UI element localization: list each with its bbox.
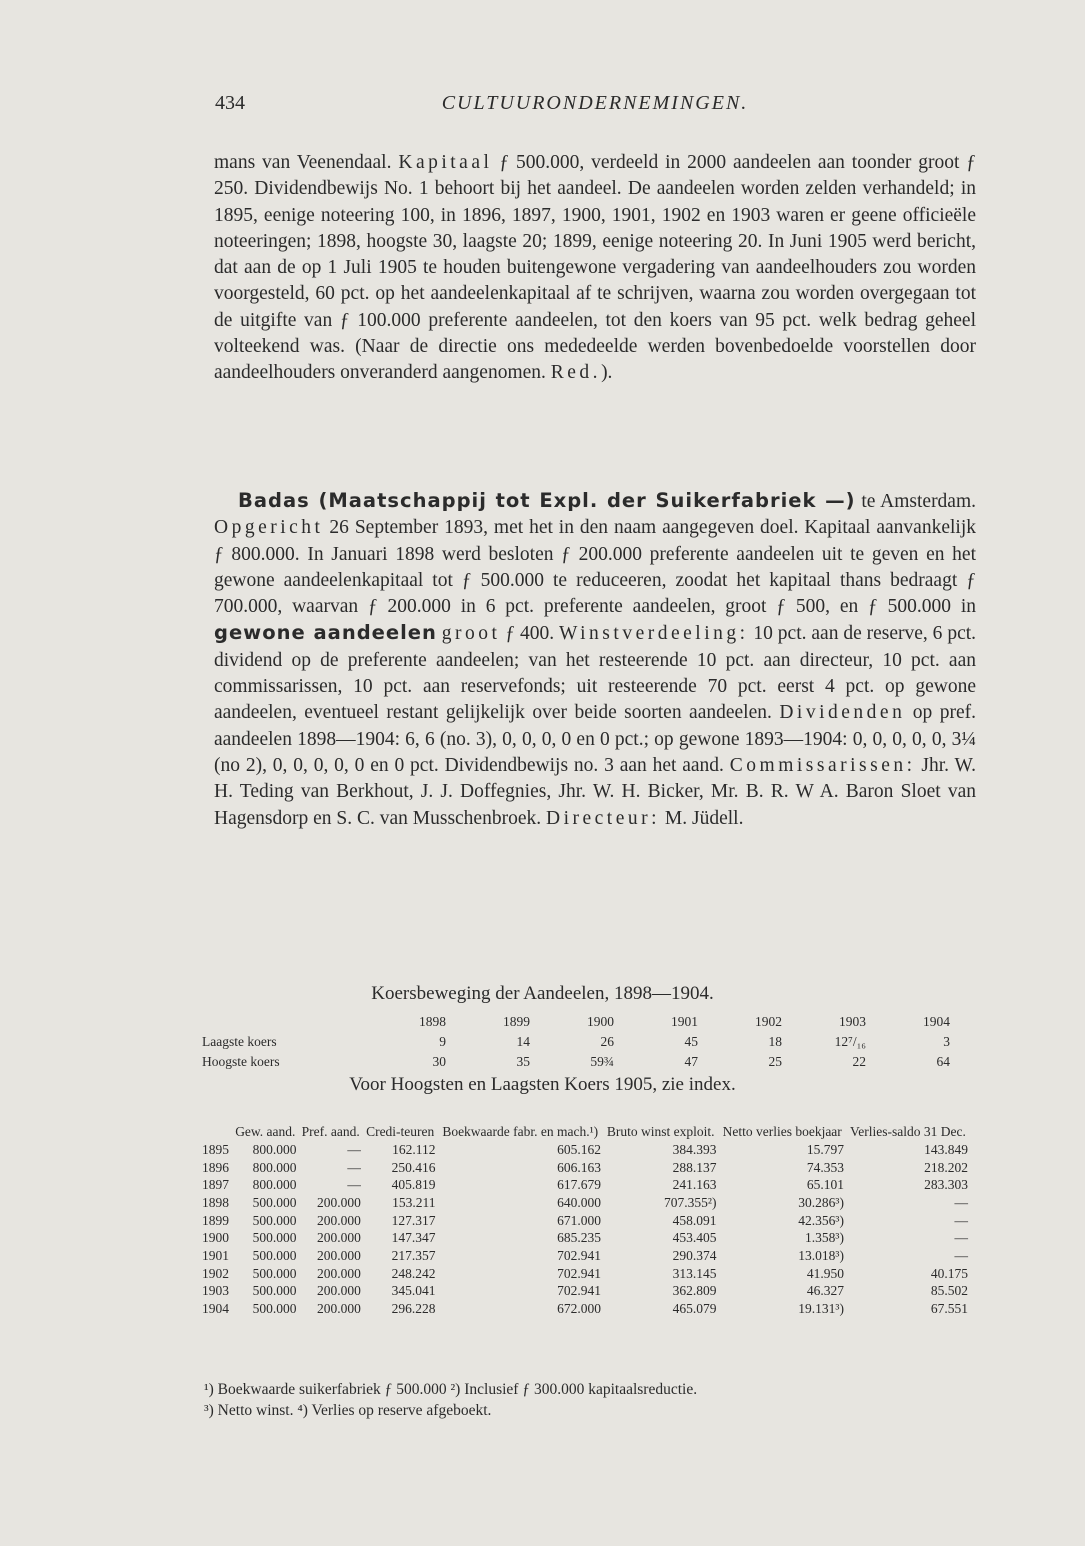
spaced-label: Red. — [550, 362, 602, 384]
column-header: Credi-teuren — [366, 1124, 435, 1139]
table-cell: 290.374 — [672, 1247, 717, 1263]
table-cell: — — [954, 1247, 968, 1263]
table-row — [200, 1176, 970, 1194]
company-name: Badas (Maatschappij tot Expl. der Suikerfabriek —) — [238, 489, 856, 512]
table-cell: 296.228 — [391, 1301, 436, 1317]
table-cell: — — [954, 1212, 968, 1228]
table-cell: 30 — [432, 1054, 446, 1069]
table-cell: 672.000 — [557, 1301, 601, 1317]
table-row — [200, 1194, 970, 1212]
table-cell: 707.355²) — [664, 1194, 717, 1210]
year-header: 1899 — [503, 1014, 530, 1029]
table-cell: 800.000 — [252, 1141, 297, 1157]
column-header: Pref. aand. — [301, 1124, 360, 1139]
table-cell: 218.202 — [924, 1159, 968, 1175]
table-cell: 15.797 — [806, 1141, 844, 1157]
year-header: 1901 — [671, 1014, 698, 1029]
table-row — [202, 1052, 950, 1072]
table-cell: 362.809 — [672, 1283, 717, 1299]
table-row — [200, 1229, 970, 1247]
table-row — [200, 1283, 970, 1301]
table-cell: 685.235 — [557, 1230, 601, 1246]
table-cell: 67.551 — [930, 1301, 968, 1317]
bold-label: gewone aandeelen — [214, 621, 437, 645]
table-cell: 500.000 — [252, 1230, 297, 1246]
table-cell: 65.101 — [806, 1177, 844, 1193]
page-number: 434 — [215, 92, 245, 114]
table-row — [200, 1212, 970, 1230]
footnote: ³) Netto winst. ⁴) Verlies op reserve afgeboekt. — [204, 1402, 492, 1419]
spaced-label: Opgericht — [214, 517, 324, 539]
footnotes — [204, 1379, 974, 1421]
table-cell: 42.356³) — [798, 1212, 844, 1228]
table-row — [200, 1159, 970, 1177]
table-cell: 384.393 — [672, 1141, 717, 1157]
table-cell: 500.000 — [252, 1283, 297, 1299]
spaced-label: Commissarissen: — [729, 754, 916, 776]
spaced-label: Winstverdeeling: — [559, 623, 749, 645]
text: ƒ 500.000, verdeeld in 2000 aandeelen aan toonder groot ƒ 250. Dividendbewijs No. 1 behoort bij het aandeel. De aandeelen worden zelden verhandeld; in 1895, eenige noteering 100, in 1896, 1897, 1900, 1901, 1902 en 1903 waren er geene officieële noteeringen; 1898, hoogste 30, laagste 20; 1899, eenige noteering 20. In Juni 1905 werd bericht, dat aan de op 1 Juli 1905 te houden buitengewone vergadering van aandeelhouders zou worden voorgesteld, 60 pct. op het aandeelenkapitaal af te schrijven, waarna zou worden overgegaan tot de uitgifte van ƒ 100.000 preferente aandeelen, tot den koers van 95 pct. welk bedrag geheel volteekend was. (Naar de directie ons mededeelde werden bovenbedoelde voorstellen door aandeelhouders onveranderd aangenomen. — [214, 152, 977, 384]
table-cell: 127.317 — [391, 1212, 436, 1228]
table-cell: 26 — [600, 1034, 614, 1049]
table-cell: 702.941 — [557, 1247, 601, 1263]
koers-caption: Koersbeweging der Aandeelen, 1898—1904. — [371, 983, 714, 1004]
table-cell: 500.000 — [252, 1265, 297, 1281]
spaced-label: groot — [441, 623, 501, 645]
table-cell: 200.000 — [316, 1230, 361, 1246]
koers-note: Voor Hoogsten en Laagsten Koers 1905, zie index. — [349, 1074, 736, 1095]
table-cell: 500.000 — [252, 1301, 297, 1317]
table-cell: 200.000 — [316, 1301, 361, 1317]
table-cell: 200.000 — [316, 1194, 361, 1210]
table-cell: — — [954, 1230, 968, 1246]
text: te Amsterdam. — [861, 491, 977, 512]
table-cell: 702.941 — [557, 1265, 601, 1281]
year-cell: 1904 — [202, 1301, 229, 1317]
table-cell: 147.347 — [391, 1230, 436, 1246]
table-cell: 153.211 — [392, 1194, 436, 1210]
table-cell: 35 — [516, 1054, 530, 1069]
table-cell: 45 — [684, 1034, 698, 1049]
table-cell: 85.502 — [930, 1283, 968, 1299]
table-cell: 46.327 — [806, 1283, 844, 1299]
year-cell: 1900 — [202, 1230, 229, 1246]
year-cell: 1896 — [202, 1159, 229, 1175]
table-cell: — — [347, 1159, 361, 1175]
spaced-label: Dividenden — [779, 702, 906, 724]
year-header: 1900 — [587, 1014, 614, 1029]
table-row — [200, 1141, 970, 1159]
text: Jhr. W. H. Teding van Berkhout, J. J. Doffegnies, Jhr. W. H. Bicker, Mr. B. R. W A. Baron Sloet van Hagensdorp en S. C. van Musschenbroek. — [214, 754, 976, 829]
year-cell: 1901 — [202, 1247, 229, 1263]
table-cell: 14 — [516, 1034, 530, 1049]
row-label: Laagste koers — [202, 1034, 277, 1049]
running-title: CULTUURONDERNEMINGEN. — [441, 92, 749, 114]
koers-table — [202, 1012, 950, 1072]
text: ƒ 400. — [505, 623, 555, 645]
table-cell: 1.358³) — [805, 1230, 844, 1246]
table-cell: 800.000 — [252, 1159, 297, 1175]
table-cell: — — [347, 1177, 361, 1193]
table-cell: 41.950 — [806, 1265, 844, 1281]
footnote: ¹) Boekwaarde suikerfabriek ƒ 500.000 ²) Inclusief ƒ 300.000 kapitaalsreductie. — [204, 1381, 698, 1398]
table-cell: — — [347, 1141, 361, 1157]
table-cell: 19.131³) — [798, 1301, 844, 1317]
table-row — [202, 1032, 950, 1052]
table-cell: 671.000 — [557, 1212, 601, 1228]
table-cell: 500.000 — [252, 1247, 297, 1263]
financial-table — [200, 1122, 970, 1318]
table-cell: 702.941 — [557, 1283, 601, 1299]
text: 26 September 1893, met het in den naam aangegeven doel. Kapitaal aanvankelijk ƒ 800.000. In Januari 1898 werd besloten ƒ 200.000 preferente aandeelen uit te geven en het gewone aandeelenkapitaal tot ƒ 500.000 te reduceeren, zoodat het kapitaal thans bedraagt ƒ 700.000, waarvan ƒ 200.000 in 6 pct. preferente aandeelen, groot ƒ 500, en ƒ 500.000 in — [214, 517, 976, 618]
table-cell: 458.091 — [672, 1212, 717, 1228]
table-header-row — [200, 1122, 970, 1141]
table-cell: 200.000 — [316, 1247, 361, 1263]
text: M. Jüdell. — [664, 807, 744, 829]
column-header: Bruto winst exploit. — [606, 1124, 715, 1139]
text: mans van Veenendaal. — [214, 152, 392, 173]
table-cell: 217.357 — [391, 1247, 436, 1263]
year-header: 1902 — [755, 1014, 782, 1029]
table-row — [200, 1300, 970, 1318]
table-cell: 241.163 — [672, 1177, 717, 1193]
table-cell: 47 — [684, 1054, 698, 1069]
table-cell: 13.018³) — [798, 1247, 844, 1263]
text: ). — [601, 362, 613, 384]
table-cell: 40.175 — [930, 1265, 968, 1281]
table-cell: 59¾ — [590, 1054, 614, 1069]
spaced-label: Directeur: — [546, 807, 661, 829]
row-label: Hoogste koers — [202, 1054, 280, 1069]
table-cell: 12⁷/₁₆ — [834, 1034, 866, 1049]
year-cell: 1895 — [202, 1141, 229, 1157]
table-cell: 25 — [768, 1054, 782, 1069]
table-cell: 22 — [852, 1054, 866, 1069]
table-cell: 248.242 — [391, 1265, 436, 1281]
table-cell: 500.000 — [252, 1194, 297, 1210]
table-row — [202, 1012, 950, 1032]
paragraph-veenendaal — [214, 150, 976, 387]
column-header: Netto verlies boekjaar — [722, 1124, 842, 1139]
paragraph-badas — [214, 488, 976, 832]
year-header: 1903 — [839, 1014, 866, 1029]
table-cell: 143.849 — [924, 1141, 968, 1157]
year-cell: 1897 — [202, 1177, 229, 1193]
table-cell: 605.162 — [557, 1141, 601, 1157]
table-cell: 74.353 — [806, 1159, 844, 1175]
table-cell: 283.303 — [924, 1177, 968, 1193]
table-cell: 288.137 — [672, 1159, 717, 1175]
table-cell: 30.286³) — [798, 1194, 844, 1210]
table-cell: 313.145 — [672, 1265, 717, 1281]
table-cell: 453.405 — [672, 1230, 717, 1246]
year-cell: 1902 — [202, 1265, 229, 1281]
table-cell: 200.000 — [316, 1265, 361, 1281]
table-cell: 345.041 — [391, 1283, 436, 1299]
table-cell: 18 — [768, 1034, 782, 1049]
year-cell: 1898 — [202, 1194, 229, 1210]
table-cell: 800.000 — [252, 1177, 297, 1193]
table-cell: — — [954, 1194, 968, 1210]
year-header: 1898 — [419, 1014, 446, 1029]
table-row — [200, 1265, 970, 1283]
table-cell: 250.416 — [391, 1159, 436, 1175]
spaced-label: Kapitaal — [398, 152, 493, 173]
text: op pref. aandeelen 1898—1904: 6, 6 (no. 3), 0, 0, 0, 0 en 0 pct.; op gewone 1893—1904: 0, 0, 0, 0, 0, 3¼ (no 2), 0, 0, 0, 0, 0 en 0 pct. Dividendbewijs no. 3 aan het aand. — [214, 702, 977, 776]
table-cell: 9 — [439, 1034, 446, 1049]
table-cell: 200.000 — [316, 1283, 361, 1299]
table-cell: 640.000 — [557, 1194, 601, 1210]
table-cell: 405.819 — [391, 1177, 436, 1193]
table-cell: 162.112 — [392, 1141, 436, 1157]
column-header: Verlies-saldo 31 Dec. — [850, 1124, 966, 1139]
table-cell: 500.000 — [252, 1212, 297, 1228]
table-cell: 64 — [936, 1054, 950, 1069]
text: 10 pct. aan de reserve, 6 pct. dividend op de preferente aandeelen; van het resteerende 10 pct. aan directeur, 10 pct. aan commissarissen, 10 pct. aan reservefonds; uit resteerende 70 pct. eerst 4 pct. op gewone aandeelen, eventueel restant gelijkelijk over beide soorten aandeelen. — [214, 623, 977, 724]
table-cell: 617.679 — [557, 1177, 601, 1193]
page-header — [215, 92, 975, 122]
year-cell: 1903 — [202, 1283, 229, 1299]
table-row — [200, 1247, 970, 1265]
table-cell: 3 — [943, 1034, 950, 1049]
column-header: Boekwaarde fabr. en mach.¹) — [442, 1124, 599, 1139]
table-cell: 606.163 — [557, 1159, 601, 1175]
column-header — [200, 1122, 232, 1141]
year-header: 1904 — [923, 1014, 950, 1029]
table-cell: 465.079 — [672, 1301, 717, 1317]
table-cell: 200.000 — [316, 1212, 361, 1228]
column-header: Gew. aand. — [235, 1124, 296, 1139]
year-cell: 1899 — [202, 1212, 229, 1228]
